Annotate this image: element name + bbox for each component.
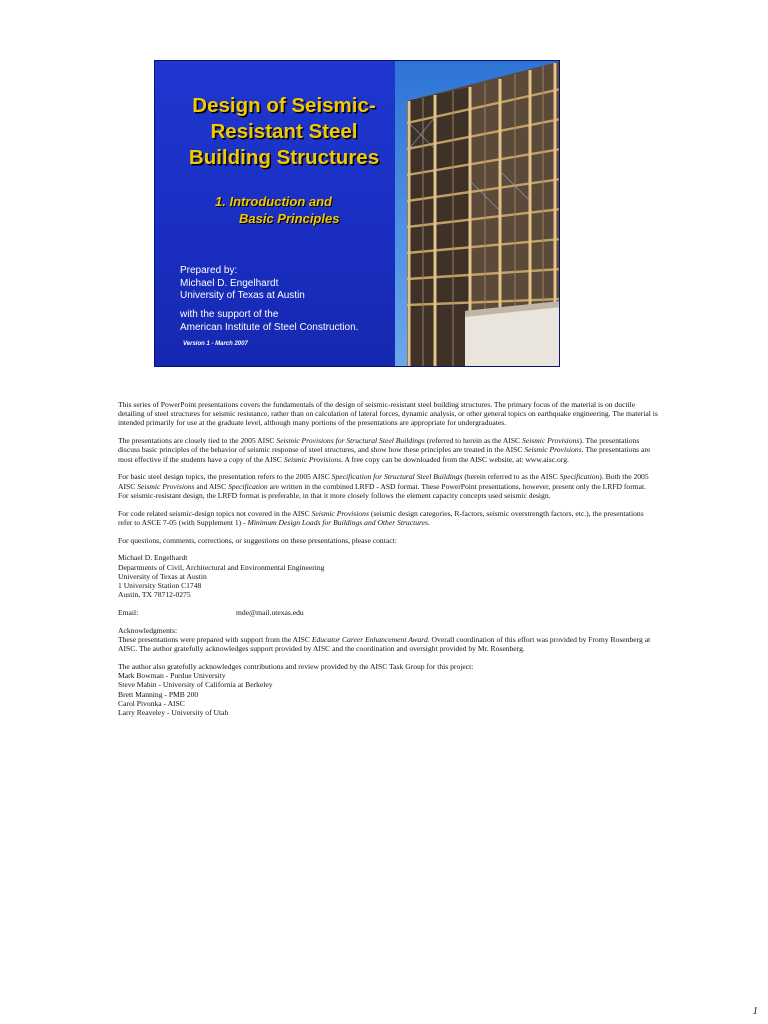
email-label: Email: [118,608,139,618]
document-body [118,400,658,717]
text-run: The presentations are closely tied to the 2005 AISC [118,436,277,446]
list-item: Mark Bowman - Purdue University [118,671,226,681]
text-run: . The presentations are most effective if the students have a copy of the AISC [118,445,651,464]
slide-subtitle-line: 1. Introduction and [215,194,332,209]
slide-prepared-line: Prepared by: [180,265,238,276]
contact-email-row [118,608,658,617]
email-link[interactable]: mde@mail.utexas.edu [236,608,304,618]
slide-title [175,93,393,171]
contact-city: Austin, TX 78712-0275 [118,590,191,600]
contact-university: University of Texas at Austin [118,571,207,581]
slide-subtitle-line: Basic Principles [239,211,340,226]
text-run-italic: Seismic Provisions [522,436,580,446]
slide-title-line: Resistant Steel [210,120,358,143]
steel-building-frame-photo [395,61,560,367]
slide-title-line: Building Structures [188,146,380,169]
slide-version: Version 1 - March 2007 [183,341,248,347]
text-run: For basic steel design topics, the presentation refers to the 2005 AISC [118,472,332,482]
title-slide [154,60,560,367]
acknowledgments-text [118,635,658,653]
intro-paragraph: This series of PowerPoint presentations covers the fundamentals of the design of seismic-resistant steel building structures. The primary focus of the material is on ductile detailing of steel structures for seismic resistance, rather than on calculation of lateral forces, dynamic analysis, or other general topics on earthquake engineering. The material is intended primarily for use at the graduate level, although many portions of the presentations are appropriate for undergraduates. [118,400,658,428]
text-run: are written in the combined LRFD - ASD format. These PowerPoint presentations, however, present only the LRFD format. For seismic-resistant design, the LRFD format is preferable, in that it more closely follows the element capacity concepts used seismic design. [118,481,647,500]
acknowledgments-heading: Acknowledgments: [118,625,178,635]
list-item: Larry Reaveley - University of Utah [118,708,229,718]
page-number: 1 [752,1005,758,1017]
slide-subtitle [191,193,381,227]
contact-name: Michael D. Engelhardt [118,553,188,563]
list-item: Brett Manning - PMB 200 [118,689,199,699]
text-run-italic: Seismic Provisions [311,508,369,518]
text-run-italic: Seismic Provisions for Structural Steel Buildings [276,436,425,446]
contact-intro: For questions, comments, corrections, or suggestions on these presentations, please contact: [118,535,397,545]
text-run: . A free copy can be downloaded from the AISC website, at: www.aisc.org. [341,454,569,464]
text-run: ). The presentations discuss basic principles of the behavior of seismic response of steel structures, and show how these principles are treated in the AISC [118,436,640,455]
text-run-italic: Seismic Provisions [283,454,342,464]
list-item: Carol Pivonka - AISC [118,698,185,708]
task-group-intro: The author also gratefully acknowledges contributions and review provided by the AISC Task Group for this project: [118,662,474,672]
text-run: (herein referred to as the AISC [462,472,560,482]
text-run-italic: Specification for Structural Steel Buildings [331,472,463,482]
slide-support-line: American Institute of Steel Construction. [180,321,359,333]
text-run: (referred to herein as the AISC [424,436,523,446]
provisions-paragraph [118,436,658,464]
task-group-list [118,671,658,717]
text-run-italic: Specification [559,472,600,482]
text-run-italic: Seismic Provisions [137,481,195,491]
contact-department: Departments of Civil, Architectural and Environmental Engineering [118,562,325,572]
slide-support-block [180,309,420,334]
list-item: Steve Mahin - University of California at Berkeley [118,680,273,690]
slide-prepared-line: Michael D. Engelhardt [180,277,279,289]
slide-author-block [180,265,410,303]
text-run: For code related seismic-design topics not covered in the AISC [118,508,312,518]
contact-block [118,553,658,617]
text-run-italic: Seismic Provisions [524,445,582,455]
text-run: and AISC [194,481,229,491]
text-run-italic: Specification [228,481,268,491]
specification-paragraph [118,472,658,500]
text-run: ). Both the 2005 AISC [118,472,649,491]
contact-station: 1 University Station C1748 [118,581,202,591]
slide-title-line: Design of Seismic- [192,94,376,117]
text-run: . [428,517,430,527]
text-run-italic: Educator Career Enhancement Award [311,635,428,645]
text-run: (seismic design categories, R-factors, seismic overstrength factors, etc.), the presentations refer to ASCE 7-05 (with Supplement 1) - [118,508,644,527]
text-run: . Overall coordination of this effort was provided by Fromy Rosenberg at AISC. The author gratefully acknowledges support provided by AISC and the coordination and oversight provided by Mr. Rosenberg. [118,635,651,654]
text-run-italic: Minimum Design Loads for Buildings and Other Structures [247,517,428,527]
asce-paragraph [118,509,658,527]
slide-prepared-line: University of Texas at Austin [180,290,305,301]
slide-support-line: with the support of the [180,309,279,320]
text-run: These presentations were prepared with support from the AISC [118,635,312,645]
